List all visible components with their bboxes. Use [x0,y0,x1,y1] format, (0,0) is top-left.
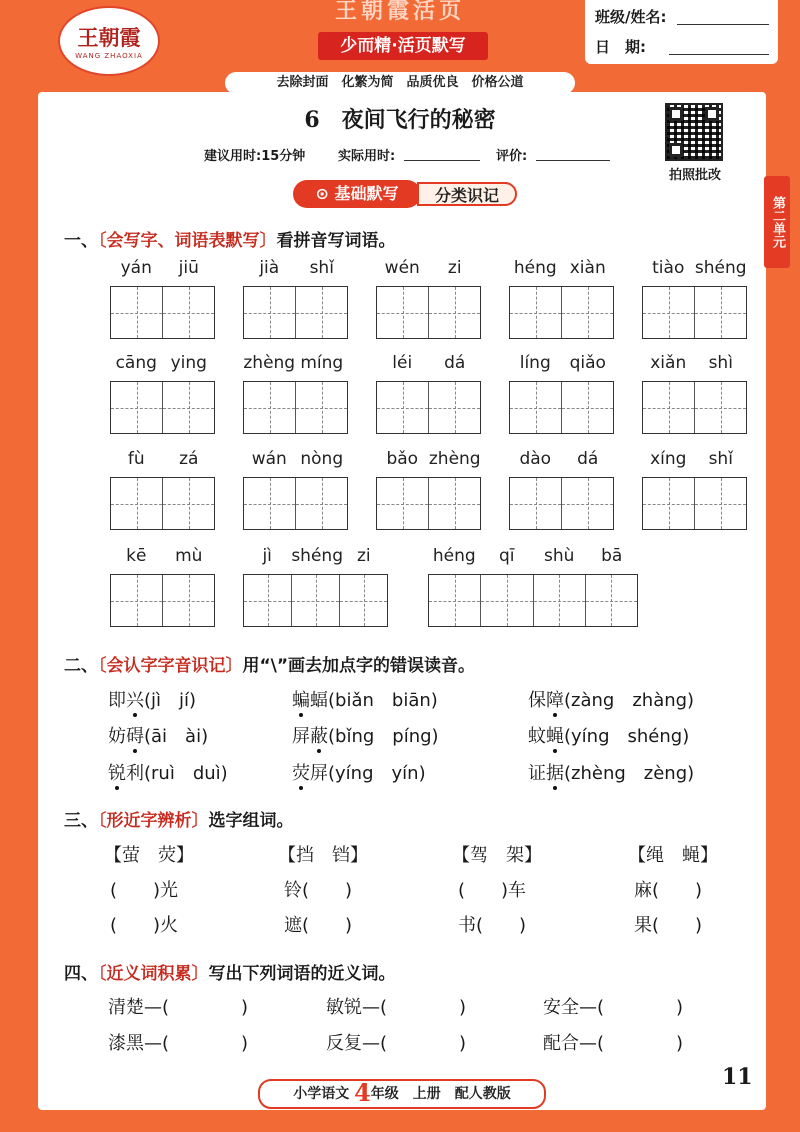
writing-grid[interactable] [376,381,481,434]
q1-heading: 一、〔会写字、词语表默写〕看拼音写词语。 [64,231,396,251]
grid-cell[interactable] [377,478,429,529]
pinyin-options[interactable]: (ruì duì) [144,763,228,784]
character: 证 [528,763,546,784]
pronunciation-item[interactable] [528,722,689,748]
pinyin-syllable: zi [356,546,371,566]
q4-heading: 四、〔近义词积累〕写出下列词语的近义词。 [64,964,396,984]
synonym-blank[interactable]: 安全—( ) [543,997,684,1018]
pinyin-options[interactable]: (bǐng píng) [328,726,439,747]
grid-cell[interactable] [695,478,746,529]
rating-label: 评价: [496,149,528,164]
q1-tag: 〔会写字、词语表默写〕 [98,231,277,251]
pinyin-syllable: léi [392,353,413,373]
writing-grid[interactable] [642,381,747,434]
grid-cell[interactable] [510,287,562,338]
word-blank[interactable]: 果( ) [634,915,703,936]
grid-cell[interactable] [562,382,613,433]
grid-cell[interactable] [244,287,296,338]
dotted-character: 障 [546,690,564,711]
word-blank[interactable]: 铃( ) [284,880,353,901]
pinyin-options[interactable]: (jì jí) [144,690,197,711]
word-blank[interactable]: ( )车 [458,880,527,901]
pinyin-syllable: héng [432,546,476,566]
writing-grid[interactable] [509,477,614,530]
grid-cell[interactable] [643,382,695,433]
pinyin-syllable: xíng [650,449,687,469]
pinyin-syllable: míng [300,353,344,373]
grid-cell[interactable] [163,575,214,626]
grid-cell[interactable] [429,287,480,338]
character: 屏 [310,763,328,784]
qr-code-icon[interactable] [665,103,723,161]
synonym-blank[interactable]: 配合—( ) [543,1033,684,1054]
grid-cell[interactable] [534,575,586,626]
grid-cell[interactable] [510,382,562,433]
dotted-character: 荧 [292,763,310,784]
logo-subtext: WANG ZHAOXIA [75,52,143,60]
grid-cell[interactable] [244,478,296,529]
grid-cell[interactable] [481,575,533,626]
pinyin-syllable: nòng [300,449,344,469]
pinyin-syllable: shù [544,546,575,566]
pinyin-options[interactable]: (āi ài) [144,726,209,747]
pinyin-syllable: shǐ [708,449,733,469]
pinyin-syllable: jià [259,258,280,278]
pinyin-syllable: fù [127,449,145,469]
logo-text: 王朝霞 [77,25,141,50]
writing-grid[interactable] [243,477,348,530]
character: 屏 [292,726,310,747]
char-choice-group: 【萤 荧】 [104,845,194,866]
pinyin-options[interactable]: (zhèng zèng) [564,763,695,784]
grid-cell[interactable] [643,287,695,338]
pinyin-syllable: shì [708,353,733,373]
rating-field[interactable] [536,160,610,161]
pinyin-syllable: ying [170,353,207,373]
grade-number: 4 [354,1078,371,1107]
character: 即 [108,690,126,711]
char-choice-group: 【驾 架】 [452,845,542,866]
class-name-field[interactable] [677,24,769,25]
pinyin-syllable: shéng [291,546,343,566]
pinyin-syllable: wén [384,258,420,278]
grid-cell[interactable] [244,382,296,433]
pinyin-syllable: mù [175,546,203,566]
lesson-title: 6 夜间飞行的秘密 [304,107,496,133]
section-sub-label: 分类识记 [417,182,517,206]
writing-grid[interactable] [642,477,747,530]
brand-title: 王朝霞活页 [334,0,465,24]
dotted-character: 蝇 [546,726,564,747]
pronunciation-item[interactable] [108,759,228,785]
grid-cell[interactable] [244,575,292,626]
grid-cell[interactable] [377,382,429,433]
pinyin-syllable: shéng [694,258,747,278]
pinyin-syllable: jiū [178,258,199,278]
grid-cell[interactable] [296,478,347,529]
char-choice-group: 【挡 铛】 [278,845,368,866]
character: 蝠 [310,690,328,711]
pinyin-syllable: zi [447,258,462,278]
character: 蚊 [528,726,546,747]
date-label: 日 期: [595,38,646,56]
pinyin-syllable: bā [601,546,623,566]
brand-banner: 少而精·活页默写 [318,32,488,60]
pinyin-syllable: cāng [115,353,157,373]
pinyin-syllable: qiǎo [569,353,606,373]
pinyin-syllable: dá [577,449,599,469]
dotted-character: 锐 [108,763,126,784]
pronunciation-item[interactable] [292,686,438,712]
writing-grid[interactable] [428,574,638,627]
pinyin-syllable: xiàn [569,258,606,278]
q4-tag: 〔近义词积累〕 [98,964,209,984]
pinyin-syllable: dào [519,449,552,469]
writing-grid[interactable] [642,286,747,339]
pinyin-syllable: héng [513,258,557,278]
slogan: 去除封面 化繁为简 品质优良 价格公道 [225,72,575,94]
pinyin-options[interactable]: (yíng shéng) [564,726,690,747]
grid-cell[interactable] [111,287,163,338]
writing-grid[interactable] [376,286,481,339]
pinyin-syllable: xiǎn [650,353,687,373]
pinyin-options[interactable]: (biǎn biān) [328,690,438,711]
q2-heading: 二、〔会认字字音识记〕用“\”画去加点字的错误读音。 [64,656,476,676]
synonym-blank[interactable]: 敏锐—( ) [326,997,467,1018]
grid-cell[interactable] [695,287,746,338]
pronunciation-item[interactable] [108,686,196,712]
pronunciation-item[interactable] [108,722,208,748]
writing-grid[interactable] [376,477,481,530]
pronunciation-item[interactable] [292,759,426,785]
actual-time-label: 实际用时: [338,149,396,164]
date-field[interactable] [669,54,769,55]
writing-grid[interactable] [110,286,215,339]
grid-cell[interactable] [562,287,613,338]
pinyin-syllable: dá [444,353,466,373]
pinyin-syllable: bǎo [386,449,419,469]
grid-cell[interactable] [296,382,347,433]
word-blank[interactable]: ( )火 [110,915,179,936]
pinyin-syllable: zá [179,449,199,469]
pinyin-options[interactable]: (yíng yín) [328,763,426,784]
grid-cell[interactable] [296,287,347,338]
pinyin-syllable: jì [262,546,272,566]
section-main-label: ⊙ 基础默写 [293,180,421,208]
q3-tag: 〔形近字辨析〕 [98,811,209,831]
grid-cell[interactable] [163,382,214,433]
grid-cell[interactable] [562,478,613,529]
pinyin-syllable: zhèng [428,449,481,469]
grid-cell[interactable] [111,575,163,626]
qr-label: 拍照批改 [668,168,721,183]
grid-cell[interactable] [429,575,481,626]
q2-tag: 〔会认字字音识记〕 [98,656,243,676]
pinyin-syllable: qī [498,546,515,566]
dotted-character: 蔽 [310,726,328,747]
dotted-character: 碍 [126,726,144,747]
student-info-box [585,0,778,64]
pinyin-syllable: tiào [652,258,685,278]
grid-cell[interactable] [340,575,387,626]
logo [58,6,160,76]
dotted-character: 据 [546,763,564,784]
writing-grid[interactable] [110,574,215,627]
grid-cell[interactable] [586,575,637,626]
writing-grid[interactable] [509,286,614,339]
pinyin-syllable: wán [251,449,287,469]
pinyin-syllable: líng [519,353,551,373]
character: 保 [528,690,546,711]
grid-cell[interactable] [643,478,695,529]
synonym-blank[interactable]: 反复—( ) [326,1033,467,1054]
grid-cell[interactable] [292,575,340,626]
char-choice-group: 【绳 蝇】 [628,845,718,866]
actual-time-field[interactable] [404,160,480,161]
section-header [293,180,523,208]
grid-cell[interactable] [377,287,429,338]
class-name-label: 班级/姓名: [595,8,667,26]
grid-cell[interactable] [510,478,562,529]
suggested-time: 建议用时:15分钟 [204,149,306,164]
pronunciation-item[interactable] [528,759,694,785]
word-blank[interactable]: 麻( ) [634,880,703,901]
writing-grid[interactable] [243,574,388,627]
character: 妨 [108,726,126,747]
grid-cell[interactable] [111,382,163,433]
writing-grid[interactable] [243,381,348,434]
dotted-character: 兴 [126,690,144,711]
synonym-blank[interactable]: 清楚—( ) [108,997,249,1018]
grid-cell[interactable] [429,382,480,433]
pinyin-syllable: yán [120,258,152,278]
word-blank[interactable]: 书( ) [458,915,527,936]
writing-grid[interactable] [509,381,614,434]
synonym-blank[interactable]: 漆黑—( ) [108,1033,249,1054]
q3-heading: 三、〔形近字辨析〕选字组词。 [64,811,294,831]
pinyin-options[interactable]: (zàng zhàng) [564,690,695,711]
grid-cell[interactable] [163,287,214,338]
word-blank[interactable]: 遮( ) [284,915,353,936]
dotted-character: 蝙 [292,690,310,711]
pinyin-syllable: zhèng [243,353,296,373]
unit-side-tab: 第二单元 [764,176,790,268]
word-blank[interactable]: ( )光 [110,880,179,901]
pinyin-syllable: shǐ [309,258,334,278]
writing-grid[interactable] [110,381,215,434]
grid-cell[interactable] [163,478,214,529]
writing-grid[interactable] [110,477,215,530]
pronunciation-item[interactable] [292,722,439,748]
writing-grid[interactable] [243,286,348,339]
pinyin-syllable: kē [126,546,147,566]
grid-cell[interactable] [429,478,480,529]
character: 利 [126,763,144,784]
pronunciation-item[interactable] [528,686,694,712]
footer-badge: 小学语文 4年级 上册 配人教版 [258,1079,546,1109]
grid-cell[interactable] [695,382,746,433]
page-number: 11 [722,1064,753,1090]
grid-cell[interactable] [111,478,163,529]
